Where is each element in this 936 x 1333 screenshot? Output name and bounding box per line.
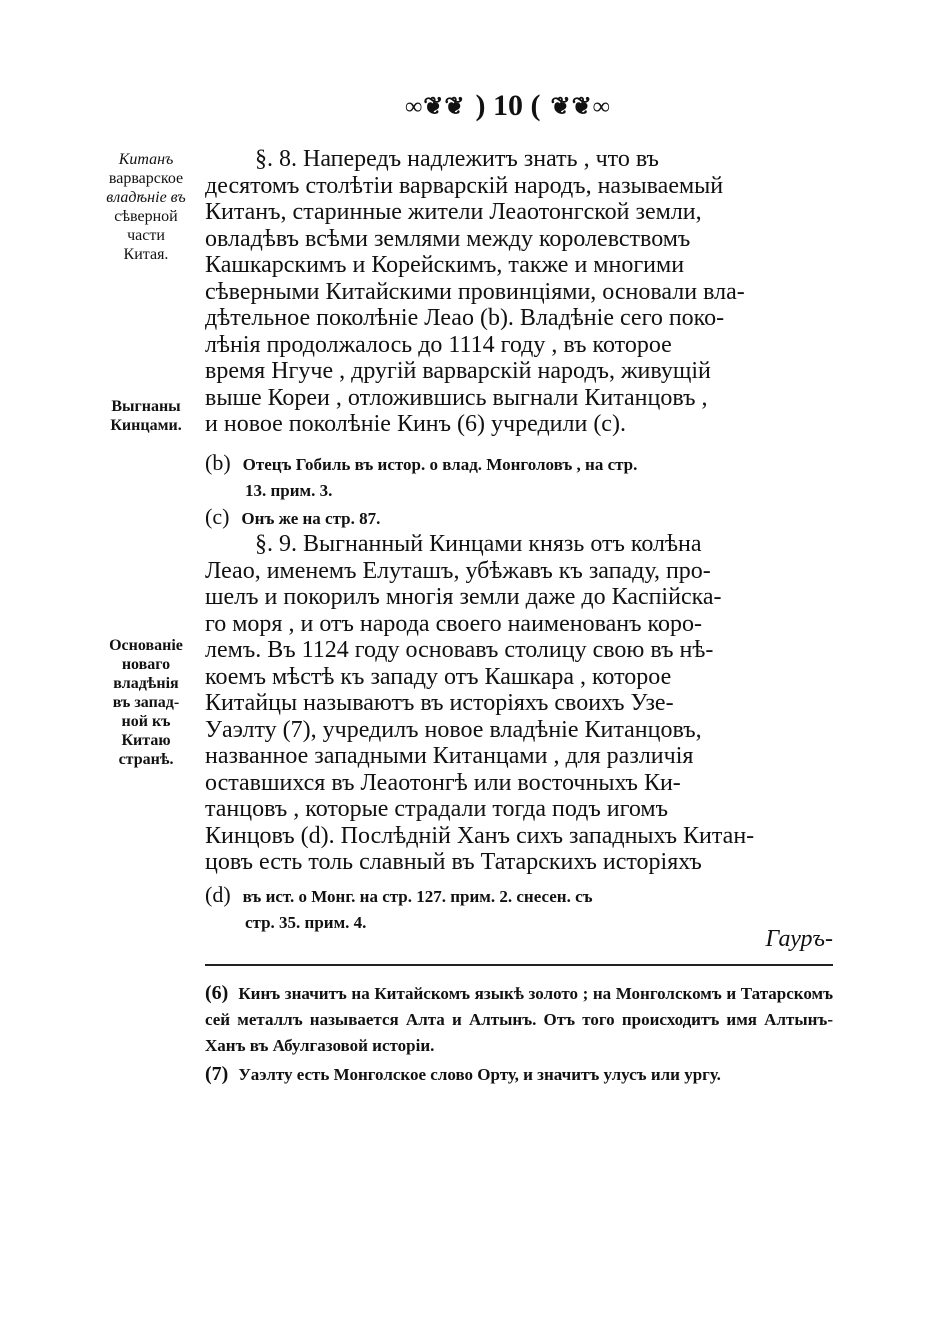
catchword: Гауръ- [765,926,833,952]
margin-note-line: въ запад- [112,694,180,711]
footnote-label: (b) [205,450,231,475]
note-7 [205,1061,833,1088]
footnote-text: въ ист. о Монг. на стр. 127. прим. 2. снесен. съ [242,887,593,906]
margin-note-line: сѣверной [114,208,178,225]
text-line: танцовъ , которые страдали тогда подъ игомъ [205,796,669,822]
text-line: Уаэлту (7), учредилъ новое владѣніе Китанцовъ, [205,716,702,743]
note-label: (7) [205,1063,229,1085]
text-line: лемъ. Въ 1124 году основавъ столицу свою въ нѣ- [205,637,714,663]
note-label: (6) [205,982,229,1004]
footnote-c [205,504,833,532]
margin-note-line: Кинцами. [110,417,182,434]
text-line: названное западными Китанцами , для различія [205,743,694,769]
margin-note-line: владѣнія [113,675,179,692]
margin-note-line: владѣніе въ [106,189,186,206]
footnote-divider [205,964,833,966]
paragraph-9 [205,531,833,876]
text-line: десятомъ столѣтіи варварскій народъ, называемый [205,172,724,199]
text-line: дѣтельное поколѣніе Леао (b). Владѣніе сего поко- [205,305,725,331]
page-number: ) 10 ( [475,89,541,122]
ornament-right-icon: ❦❦∞ [550,93,611,120]
text-line: §. 9. Выгнанный Кинцами князь отъ колѣна [255,531,702,557]
footnotes-bc [205,450,833,532]
text-line: и новое поколѣніе Кинъ (6) учредили (c). [205,411,626,437]
text-line: сѣверными Китайскими провинціями, основали вла- [205,278,745,305]
text-line: Леао, именемъ Елуташъ, убѣжавъ къ западу, про- [205,557,711,584]
text-line: Китайцы называютъ въ исторіяхъ своихъ Узе- [205,690,674,716]
text-line: коемъ мѣстѣ къ западу отъ Кашкара , которое [205,663,672,690]
text-line: цовъ есть толь славный въ Татарскихъ исторіяхъ [205,849,702,875]
margin-note-line: Основаніе [109,637,183,654]
text-line: лѣнія продолжалось до 1114 году , въ которое [205,331,672,358]
margin-note-line: странѣ. [118,751,174,768]
margin-note-line: Выгнаны [111,398,181,415]
margin-note-line: ной къ [121,713,171,730]
text-line: го моря , и отъ народа своего наименованъ коро- [205,610,702,637]
text-line: овладѣвъ всѣми землями между королевствомъ [205,225,691,252]
margin-note-foundation [100,636,192,769]
margin-note-line: части [127,227,165,244]
text-line: выше Кореи , отложившись выгнали Китанцовъ , [205,384,708,411]
margin-note-kitan [100,150,192,264]
footnote-b [205,450,833,504]
footnote-text: Онъ же на стр. 87. [241,509,381,528]
bottom-notes [205,980,833,1090]
text-line: Кашкарскимъ и Корейскимъ, также и многими [205,252,685,278]
footnote-label: (d) [205,882,231,907]
text-line: §. 8. Напередъ надлежитъ знать , что въ [255,146,659,172]
paragraph-8 [205,146,833,438]
margin-note-line: варварское [108,170,184,187]
note-text: Уаэлту есть Монголское слово Орту, и значитъ улусъ или ургу. [238,1065,721,1084]
note-6 [205,980,833,1059]
text-line: шелъ и покорилъ многія земли даже до Каспійска- [205,584,722,610]
page-header [388,86,628,126]
margin-note-line: новаго [121,656,171,673]
margin-note-line: Китанъ [118,151,174,168]
margin-note-line: Китаю [121,732,171,749]
footnote-text-continued: стр. 35. прим. 4. [245,913,367,932]
footnote-label: (c) [205,504,230,529]
text-line: Китанъ, старинные жители Леаотонгской земли, [205,199,702,225]
ornament-left-icon: ∞❦❦ [405,93,466,120]
text-line: Кинцовъ (d). Послѣдній Ханъ сихъ западныхъ Китан- [205,822,755,849]
note-text: Кинъ значитъ на Китайскомъ языкѣ золото ; на Монголскомъ и Татарскомъ сей металлъ называется Алта и Алтынъ. Отъ того происходитъ имя Алтынъ-Ханъ въ Абулгазовой исторіи. [205,984,833,1055]
footnote-text-continued: 13. прим. 3. [245,481,333,500]
text-line: оставшихся въ Леаотонгѣ или восточныхъ Ки- [205,769,681,796]
margin-note-expelled [100,397,192,435]
footnote-text: Отецъ Гобиль въ истор. о влад. Монголовъ , на стр. [242,455,638,474]
text-line: время Нгуче , другій варварскій народъ, живущій [205,358,711,384]
margin-note-line: Китая. [123,246,169,263]
